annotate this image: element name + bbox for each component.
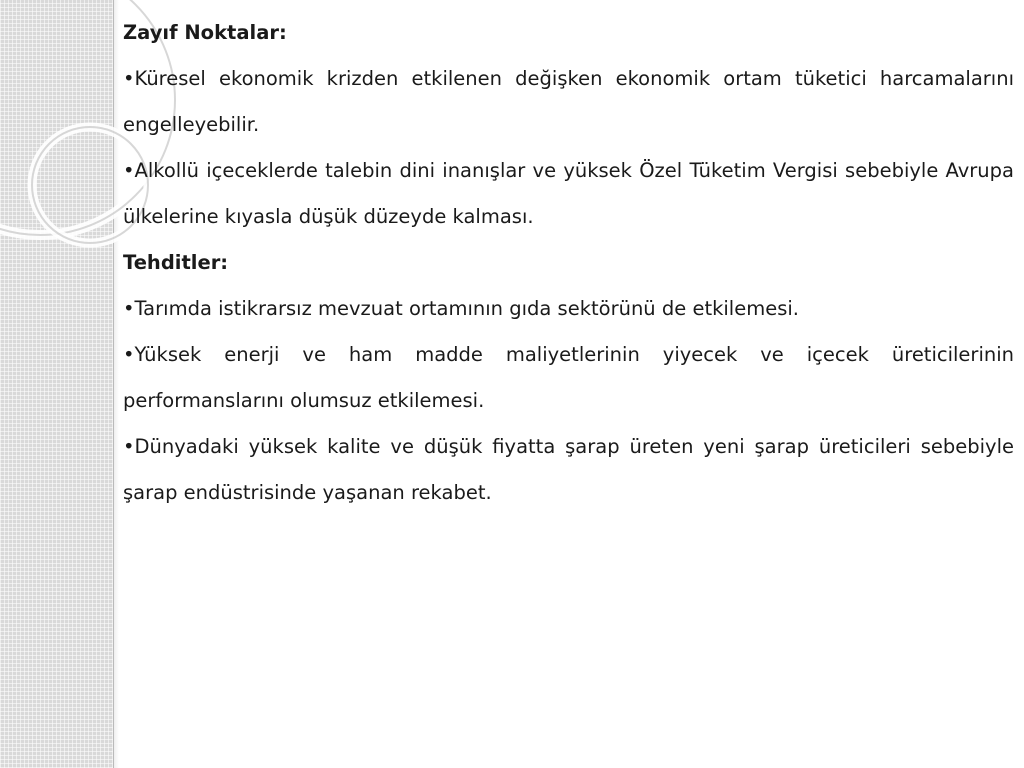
threats-heading: Tehditler: bbox=[123, 251, 229, 274]
weakness-item-2: •Alkollü içeceklerde talebin dini inanışlar ve yüksek Özel Tüketim Vergisi sebebiyle Avrupa ülkelerine kıyasla düşük düzeyde kalması. bbox=[123, 159, 1014, 228]
slide-content bbox=[123, 10, 1014, 516]
threat-item-1: •Tarımda istikrarsız mevzuat ortamının gıda sektörünü de etkilemesi. bbox=[123, 297, 799, 320]
threat-item-3: •Dünyadaki yüksek kalite ve düşük fiyatta şarap üreten yeni şarap üreticileri sebebiyle şarap endüstrisinde yaşanan rekabet. bbox=[123, 435, 1014, 504]
weaknesses-heading: Zayıf Noktalar: bbox=[123, 21, 287, 44]
weakness-item-1: •Küresel ekonomik krizden etkilenen değişken ekonomik ortam tüketici harcamalarını engelleyebilir. bbox=[123, 67, 1014, 136]
threat-item-2: •Yüksek enerji ve ham madde maliyetlerinin yiyecek ve içecek üreticilerinin performanslarını olumsuz etkilemesi. bbox=[123, 343, 1014, 412]
